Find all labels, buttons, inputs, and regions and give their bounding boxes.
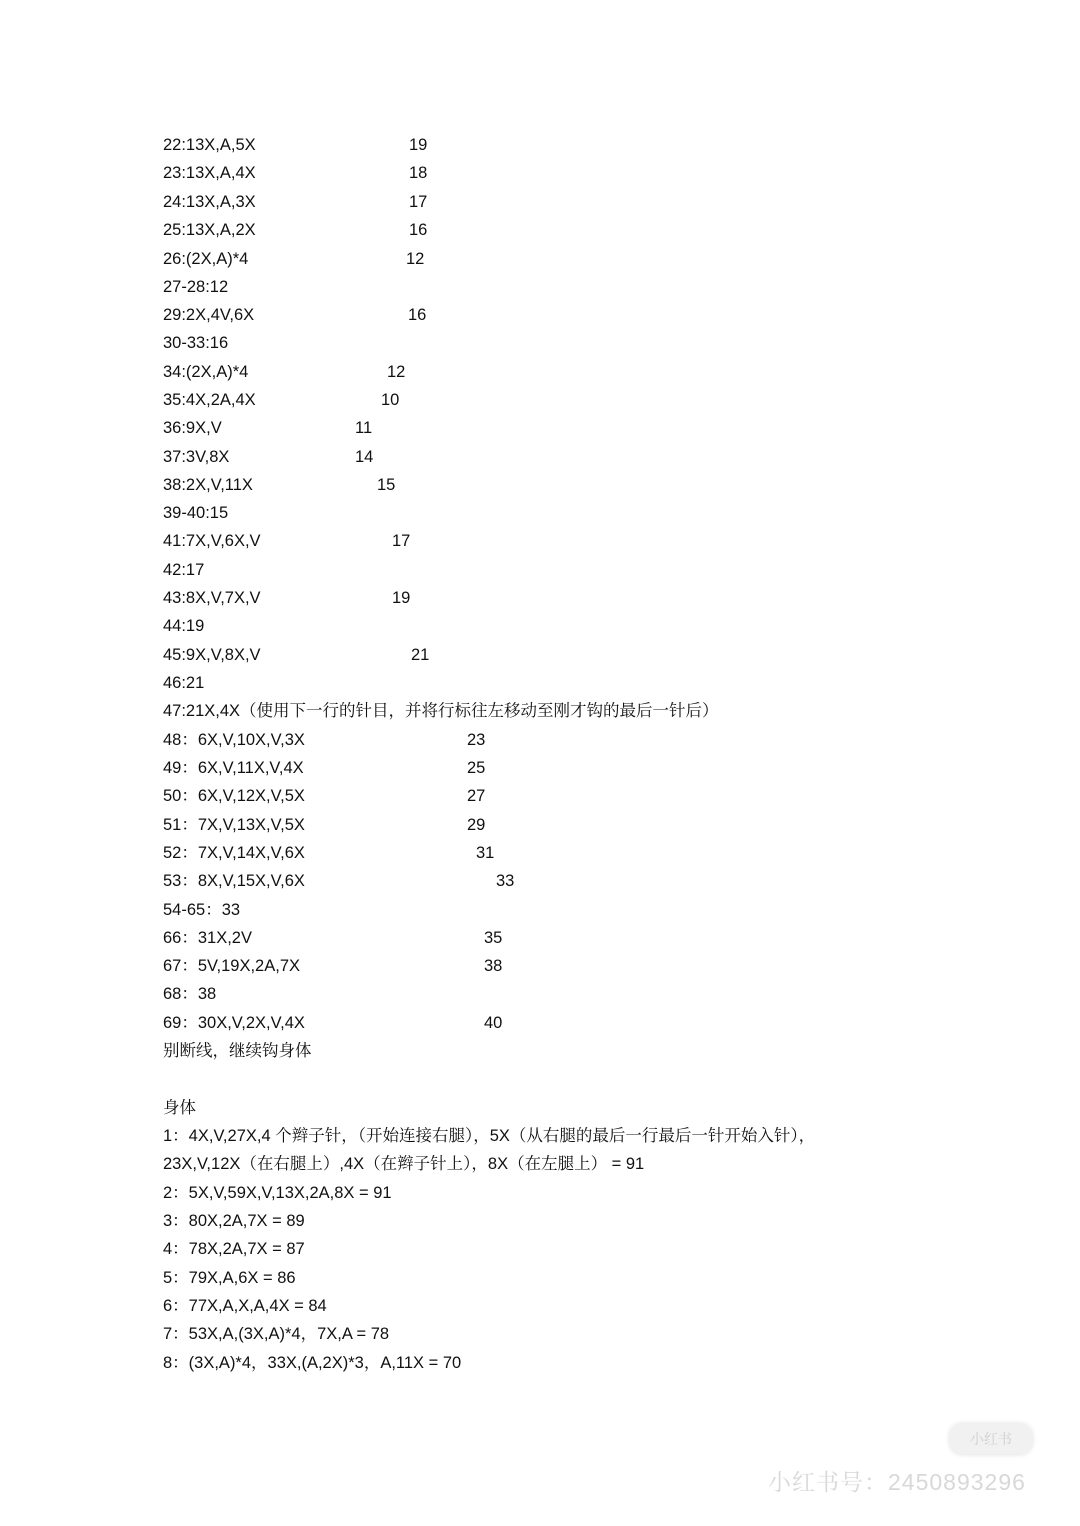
row-code: 34:(2X,A)*4	[163, 363, 249, 381]
row-count: 19	[409, 136, 428, 154]
body-row-5: 5：79X,A,6X = 86	[163, 1269, 296, 1287]
row-count: 18	[409, 164, 428, 182]
row-count: 14	[355, 448, 374, 466]
row-count: 15	[377, 476, 396, 494]
row-count: 17	[392, 532, 411, 550]
row-code: 42:17	[163, 561, 205, 579]
row-code: 49：6X,V,11X,V,4X	[163, 759, 304, 777]
row-code: 46:21	[163, 674, 205, 692]
row-count: 12	[387, 363, 406, 381]
body-row-8: 8：(3X,A)*4，33X,(A,2X)*3，A,11X = 70	[163, 1354, 462, 1372]
row-code: 37:3V,8X	[163, 448, 230, 466]
row-count: 17	[409, 193, 428, 211]
row-code: 47:21X,4X（使用下一行的针目，并将行标往左移动至刚才钩的最后一针后）	[163, 702, 719, 720]
row-count: 23	[467, 731, 486, 749]
row-code: 25:13X,A,2X	[163, 221, 256, 239]
row-code: 39-40:15	[163, 504, 229, 522]
row-count: 31	[476, 844, 495, 862]
row-count: 16	[408, 306, 427, 324]
watermark-id: 小红书号：2450893296	[768, 1469, 1026, 1495]
row-count: 25	[467, 759, 486, 777]
body-row-2: 2：5X,V,59X,V,13X,2A,8X = 91	[163, 1184, 392, 1202]
row-count: 27	[467, 787, 486, 805]
row-count: 33	[496, 872, 515, 890]
row-count: 35	[484, 929, 503, 947]
row-count: 11	[355, 419, 373, 437]
row-code: 27-28:12	[163, 278, 229, 296]
row-code: 53：8X,V,15X,V,6X	[163, 872, 305, 890]
body-row-1b: 23X,V,12X（在右腿上）,4X（在辫子针上），8X（在左腿上） = 91	[163, 1155, 645, 1173]
row-code: 48：6X,V,10X,V,3X	[163, 731, 305, 749]
body-row-7: 7：53X,A,(3X,A)*4，7X,A = 78	[163, 1325, 390, 1343]
row-code: 50：6X,V,12X,V,5X	[163, 787, 305, 805]
row-code: 54-65：33	[163, 901, 241, 919]
row-code: 22:13X,A,5X	[163, 136, 256, 154]
row-count: 16	[409, 221, 428, 239]
row-code: 41:7X,V,6X,V	[163, 532, 261, 550]
row-code: 24:13X,A,3X	[163, 193, 256, 211]
row-code: 43:8X,V,7X,V	[163, 589, 261, 607]
row-code: 67：5V,19X,2A,7X	[163, 957, 300, 975]
leg-note: 别断线，继续钩身体	[163, 1042, 312, 1060]
row-code: 52：7X,V,14X,V,6X	[163, 844, 305, 862]
row-code: 44:19	[163, 617, 205, 635]
row-count: 40	[484, 1014, 503, 1032]
row-count: 38	[484, 957, 503, 975]
row-code: 26:(2X,A)*4	[163, 250, 249, 268]
body-row-1a: 1：4X,V,27X,4 个辫子针，（开始连接右腿），5X（从右腿的最后一行最后一针开始入针），	[163, 1127, 816, 1145]
row-code: 29:2X,4V,6X	[163, 306, 255, 324]
body-row-4: 4：78X,2A,7X = 87	[163, 1240, 305, 1258]
row-code: 38:2X,V,11X	[163, 476, 253, 494]
row-code: 45:9X,V,8X,V	[163, 646, 261, 664]
row-count: 12	[406, 250, 425, 268]
row-count: 10	[381, 391, 400, 409]
body-row-3: 3：80X,2A,7X = 89	[163, 1212, 305, 1230]
row-count: 19	[392, 589, 411, 607]
row-code: 23:13X,A,4X	[163, 164, 256, 182]
body-section-title: 身体	[163, 1099, 196, 1117]
row-code: 35:4X,2A,4X	[163, 391, 256, 409]
row-count: 21	[411, 646, 430, 664]
row-code: 66：31X,2V	[163, 929, 252, 947]
row-code: 68：38	[163, 985, 217, 1003]
body-row-6: 6：77X,A,X,A,4X = 84	[163, 1297, 327, 1315]
row-code: 30-33:16	[163, 334, 229, 352]
row-code: 69：30X,V,2X,V,4X	[163, 1014, 305, 1032]
row-code: 51：7X,V,13X,V,5X	[163, 816, 305, 834]
row-code: 36:9X,V	[163, 419, 222, 437]
watermark-logo: 小红书	[950, 1424, 1032, 1454]
row-count: 29	[467, 816, 486, 834]
